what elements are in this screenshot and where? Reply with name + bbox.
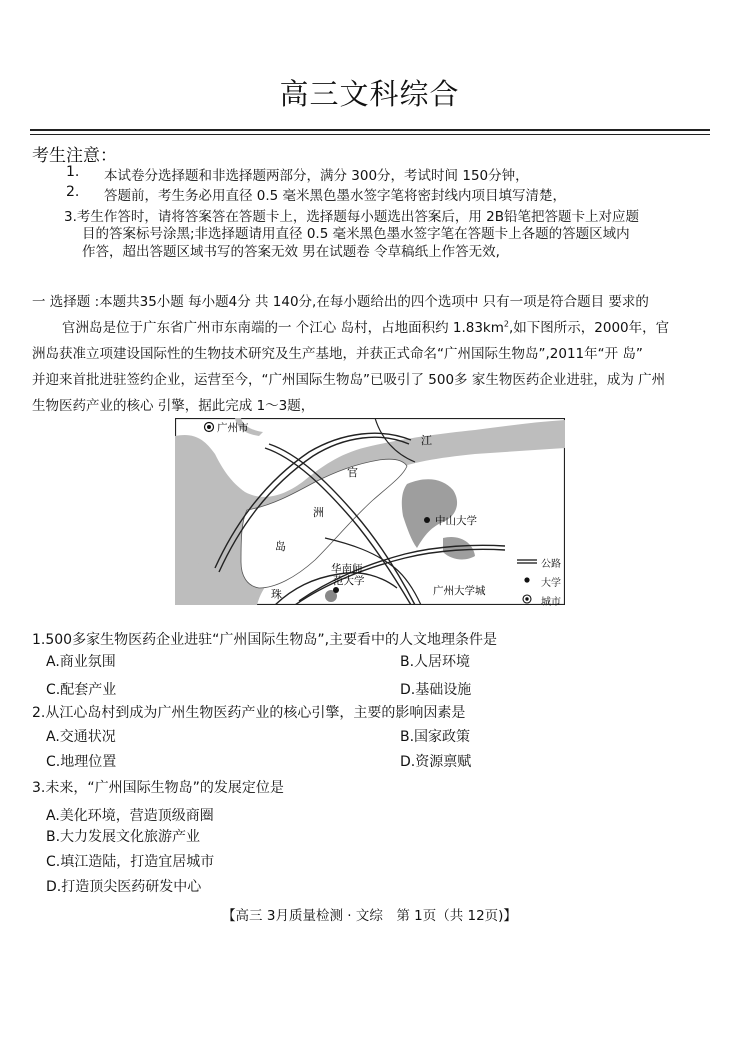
option-b: B.国家政策 xyxy=(400,729,471,745)
section-heading: 一 选择题 :本题共35小题 每小题4分 共 140分,在每小题给出的四个选项中 只有一项是符合题目 要求的 xyxy=(32,294,649,310)
question-stem: 2.从江心岛村到成为广州生物医药产业的核心引擎，主要的影响因素是 xyxy=(32,705,466,721)
notice-item-text: 作答，超出答题区域书写的答案无效 男在试题卷 令草稿纸上作答无效, xyxy=(82,244,500,260)
passage-line: 并迎来首批进驻签约企业，运营至今，“广州国际生物岛”已吸引了 500多 家生物医药企业进驻，成为 广州 xyxy=(32,372,666,388)
label-jiang: 江 xyxy=(421,434,432,447)
map-figure xyxy=(175,418,565,605)
option-d: D.打造顶尖医药研发中心 xyxy=(46,879,202,895)
option-d: D.资源禀赋 xyxy=(400,754,472,770)
notice-item-text: 答题前，考生务必用直径 0.5 毫米黑色墨水签字笔将密封线内项目填写清楚， xyxy=(104,188,567,204)
option-b: B.大力发展文化旅游产业 xyxy=(46,829,201,845)
page-title: 高三文科综合 xyxy=(279,77,460,111)
option-c: C.填江造陆，打造宜居城市 xyxy=(46,854,215,870)
label-guan: 官 xyxy=(347,466,358,479)
question-stem: 1.500多家生物医药企业进驻“广州国际生物岛”,主要看中的人文地理条件是 xyxy=(32,632,498,648)
option-a: A.美化环境，营造顶级商圈 xyxy=(46,808,214,824)
legend-university-icon xyxy=(524,577,529,582)
title-rule-thick xyxy=(30,129,710,131)
label-daxuecheng: 广州大学城 xyxy=(433,585,486,597)
legend-road-label: 公路 xyxy=(541,559,561,570)
label-zhou: 洲 xyxy=(313,506,324,519)
label-zhu: 珠 xyxy=(271,588,282,601)
option-c: C.配套产业 xyxy=(46,682,117,698)
page-footer: 【高三 3月质量检测 · 文综 第 1页（共 12页)】 xyxy=(222,908,517,924)
notice-item-text: 本试卷分选择题和非选择题两部分，满分 300分，考试时间 150分钟， xyxy=(104,168,529,184)
option-d: D.基础设施 xyxy=(400,682,472,698)
question-stem: 3.未来，“广州国际生物岛”的发展定位是 xyxy=(32,780,284,796)
passage-line: 官洲岛是位于广东省广州市东南端的一 个江心 岛村，占地面积约 $1.83km^2$,如下图所示，2000年，官 xyxy=(62,319,670,336)
notice-item-text: 3.考生作答时，请将答案答在答题卡上，选择题每小题选出答案后，用 2B铅笔把答题卡上对应题 xyxy=(64,209,640,225)
title-rule-thin xyxy=(30,134,710,135)
legend-city-label: 城市 xyxy=(541,597,561,608)
option-a: A.商业氛围 xyxy=(46,654,116,670)
label-dao: 岛 xyxy=(275,540,286,553)
label-huanan-2: 范大学 xyxy=(333,575,365,587)
passage-line: 生物医药产业的核心 引擎，据此完成 1～3题， xyxy=(32,398,315,414)
label-zhongshan: 中山大学 xyxy=(435,515,477,527)
university-marker xyxy=(424,517,430,523)
notice-heading: 考生注意： xyxy=(32,146,117,166)
university-marker xyxy=(333,587,339,593)
option-b: B.人居环境 xyxy=(400,654,471,670)
legend-university-label: 大学 xyxy=(541,578,561,589)
notice-item-number: 1. xyxy=(66,164,80,180)
option-a: A.交通状况 xyxy=(46,729,116,745)
option-c: C.地理位置 xyxy=(46,754,117,770)
passage-line: 洲岛获准立项建设国际性的生物技术研究及生产基地，并获正式命名“广州国际生物岛”,2011年“开 岛” xyxy=(32,346,643,362)
label-huanan-1: 华南师 xyxy=(331,563,363,575)
notice-item-text: 目的答案标号涂黑;非选择题请用直径 0.5 毫米黑色墨水签字笔在答题卡上各题的答题区域内 xyxy=(82,226,630,242)
notice-item-number: 2. xyxy=(66,184,80,200)
label-city: 广州市 xyxy=(217,422,249,434)
